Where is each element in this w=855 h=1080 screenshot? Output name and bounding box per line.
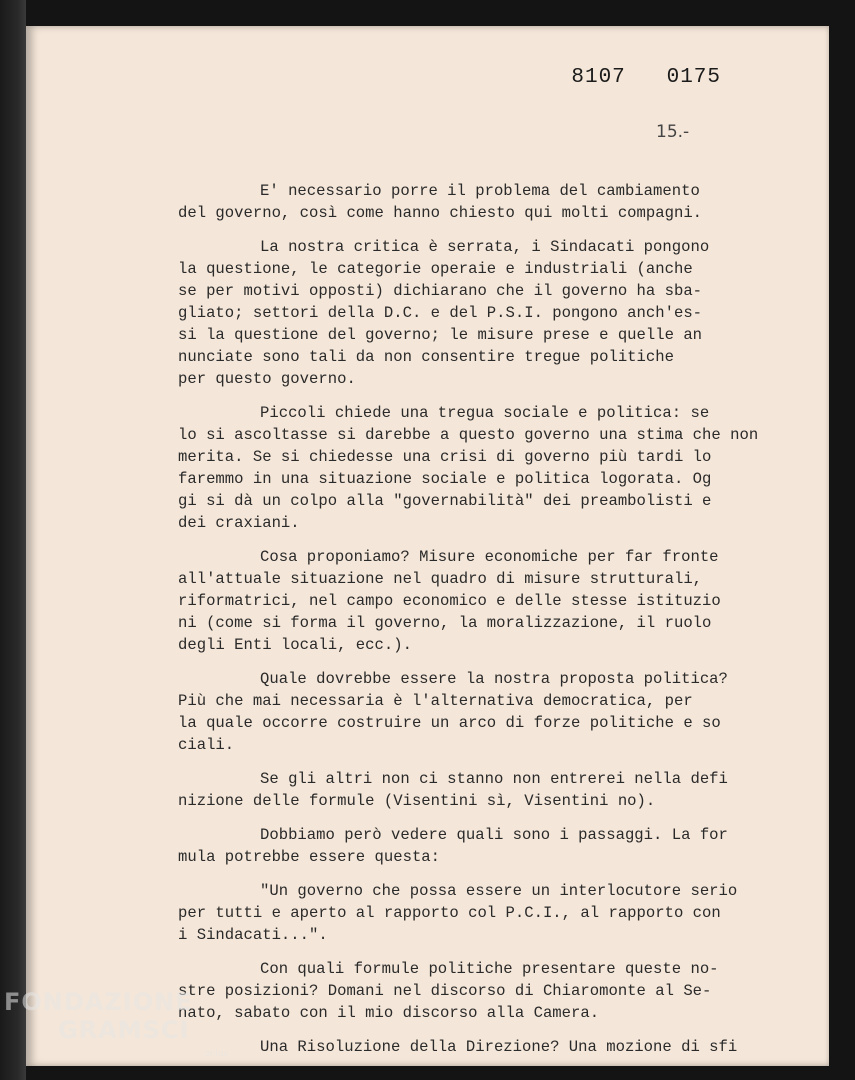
text-line: E' necessario porre il problema del cambiamento	[260, 182, 700, 200]
typed-text-body	[178, 180, 798, 1070]
paragraph	[178, 768, 798, 812]
text-line: i Sindacati...".	[178, 926, 328, 944]
text-line: si la questione del governo; le misure prese e quelle an	[178, 326, 703, 344]
text-line: la quale occorre costruire un arco di forze politiche e so	[178, 714, 721, 732]
text-line: merita. Se si chiedesse una crisi di governo più tardi lo	[178, 448, 712, 466]
text-line: Dobbiamo però vedere quali sono i passaggi. La for	[260, 826, 728, 844]
text-line: Se gli altri non ci stanno non entrerei nella defi	[260, 770, 728, 788]
text-line: degli Enti locali, ecc.).	[178, 636, 412, 654]
text-line: Piccoli chiede una tregua sociale e politica: se	[260, 404, 710, 422]
paragraph	[178, 668, 798, 756]
text-line: riformatrici, nel campo economico e delle stesse istituzio	[178, 592, 721, 610]
text-line: Quale dovrebbe essere la nostra proposta politica?	[260, 670, 728, 688]
text-line: nunciate sono tali da non consentire tregue politiche	[178, 348, 674, 366]
text-line: La nostra critica è serrata, i Sindacati pongono	[260, 238, 710, 256]
text-line: all'attuale situazione nel quadro di misure strutturali,	[178, 570, 703, 588]
paragraph	[178, 824, 798, 868]
paragraph	[178, 880, 798, 946]
text-line: "Un governo che possa essere un interlocutore serio	[260, 882, 738, 900]
text-line: mula potrebbe essere questa:	[178, 848, 441, 866]
text-line: gliato; settori della D.C. e del P.S.I. pongono anch'es-	[178, 304, 703, 322]
text-line: se per motivi opposti) dichiarano che il governo ha sba-	[178, 282, 703, 300]
binding-spine	[0, 0, 26, 1080]
page-number: 15.-	[656, 122, 690, 142]
text-line: la questione, le categorie operaie e industriali (anche	[178, 260, 693, 278]
paragraph	[178, 402, 798, 534]
watermark-line-1: FONDAZIONE	[4, 988, 193, 1016]
text-line: Una Risoluzione della Direzione? Una mozione di sfi	[260, 1038, 738, 1056]
document-number: 8107 0175	[571, 66, 721, 89]
text-line: stre posizioni? Domani nel discorso di Chiaromonte al Se-	[178, 982, 712, 1000]
paragraph	[178, 958, 798, 1024]
document-page	[26, 26, 829, 1066]
text-line: ni (come si forma il governo, la moralizzazione, il ruolo	[178, 614, 712, 632]
text-line: Più che mai necessaria è l'alternativa democratica, per	[178, 692, 693, 710]
text-line: Cosa proponiamo? Misure economiche per far fronte	[260, 548, 719, 566]
text-line: per tutti e aperto al rapporto col P.C.I., al rapporto con	[178, 904, 721, 922]
paragraph	[178, 546, 798, 656]
text-line: faremmo in una situazione sociale e politica logorata. Og	[178, 470, 712, 488]
text-line: gi si dà un colpo alla "governabilità" dei preambolisti e	[178, 492, 712, 510]
text-line: per questo governo.	[178, 370, 356, 388]
watermark-line-2: GRAMSCI	[58, 1016, 190, 1044]
text-line: ciali.	[178, 736, 235, 754]
text-line: nizione delle formule (Visentini sì, Visentini no).	[178, 792, 656, 810]
text-line: dei craxiani.	[178, 514, 300, 532]
paragraph	[178, 236, 798, 390]
paragraph	[178, 1036, 798, 1058]
paragraph	[178, 180, 798, 224]
fondazione-gramsci-watermark	[4, 988, 229, 1059]
text-line: nato, sabato con il mio discorso alla Camera.	[178, 1004, 600, 1022]
text-line: del governo, così come hanno chiesto qui molti compagni.	[178, 204, 703, 222]
text-line: Con quali formule politiche presentare queste no-	[260, 960, 719, 978]
text-line: lo si ascoltasse si darebbe a questo governo una stima che non	[178, 426, 759, 444]
watermark-line-3: onlus	[204, 1049, 229, 1059]
